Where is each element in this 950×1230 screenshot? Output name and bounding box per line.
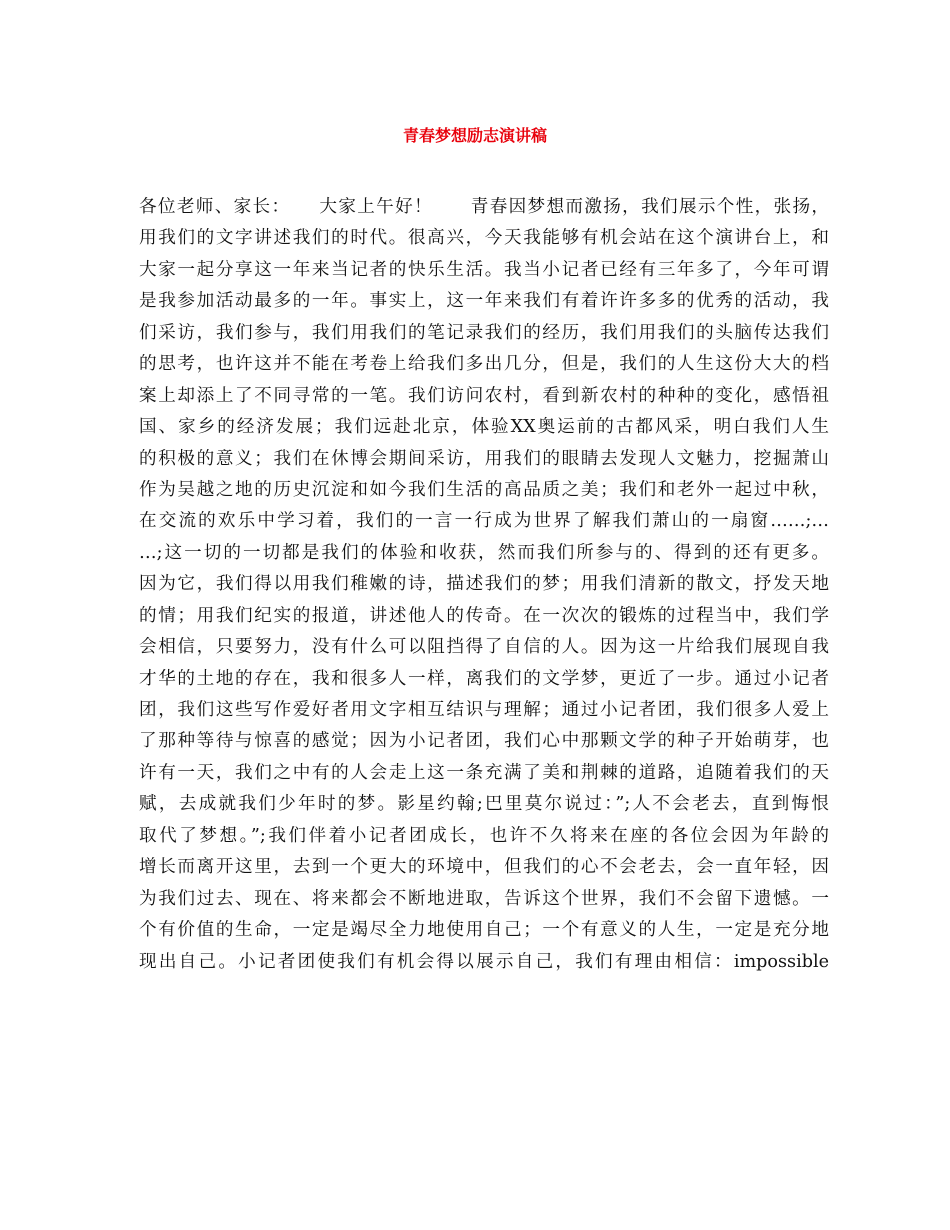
text-line: 取代了梦想。”;我们伴着小记者团成长，也许不久将来在座的各位会因为年龄的 — [139, 825, 829, 846]
text-line: …;这一切的一切都是我们的体验和收获，然而我们所参与的、得到的还有更多。 — [139, 542, 829, 563]
text-line: 的思考，也许这并不能在考卷上给我们多出几分，但是，我们的人生这份大大的档 — [139, 354, 829, 375]
speech-body — [139, 192, 829, 978]
text-line: 增长而离开这里，去到一个更大的环境中，但我们的心不会老去，会一直年轻，因 — [139, 857, 829, 878]
text-line: 因为它，我们得以用我们稚嫩的诗，描述我们的梦；用我们清新的散文，抒发天地 — [139, 574, 829, 595]
text-line: 了那种等待与惊喜的感觉；因为小记者团，我们心中那颗文学的种子开始萌芽，也 — [139, 731, 829, 752]
text-line: 为我们过去、现在、将来都会不断地进取，告诉这个世界，我们不会留下遗憾。一 — [139, 888, 829, 909]
text-line: 用我们的文字讲述我们的时代。很高兴，今天我能够有机会站在这个演讲台上，和 — [139, 228, 829, 249]
text-line: 个有价值的生命，一定是竭尽全力地使用自己；一个有意义的人生，一定是充分地 — [139, 920, 829, 941]
text-line: 团，我们这些写作爱好者用文字相互结识与理解；通过小记者团，我们很多人爱上 — [139, 700, 829, 720]
text-line: 才华的土地的存在，我和很多人一样，离我们的文学梦，更近了一步。通过小记者 — [139, 668, 829, 689]
text-line: 赋，去成就我们少年时的梦。影星约翰;巴里莫尔说过：”;人不会老去，直到悔恨 — [139, 794, 829, 815]
text-line: 许有一天，我们之中有的人会走上这一条充满了美和荆棘的道路，追随着我们的天 — [139, 762, 829, 783]
text-line: 在交流的欢乐中学习着，我们的一言一行成为世界了解我们萧山的一扇窗……;… — [139, 511, 829, 532]
text-line: 作为吴越之地的历史沉淀和如今我们生活的高品质之美；我们和老外一起过中秋， — [139, 479, 829, 500]
page-title: 青春梦想励志演讲稿 — [402, 126, 547, 145]
text-line: 会相信，只要努力，没有什么可以阻挡得了自信的人。因为这一片给我们展现自我 — [139, 637, 829, 658]
text-line: 的情；用我们纪实的报道，讲述他人的传奇。在一次次的锻炼的过程当中，我们学 — [139, 605, 829, 626]
text-line: 的积极的意义；我们在休博会期间采访，用我们的眼睛去发现人文魅力，挖掘萧山 — [139, 448, 829, 469]
text-line: 大家一起分享这一年来当记者的快乐生活。我当小记者已经有三年多了，今年可谓 — [139, 259, 829, 280]
text-line: 现出自己。小记者团使我们有机会得以展示自己，我们有理由相信：impossible — [139, 951, 829, 972]
text-line: 国、家乡的经济发展；我们远赴北京，体验XX奥运前的古都风采，明白我们人生 — [139, 417, 829, 438]
text-line: 案上却添上了不同寻常的一笔。我们访问农村，看到新农村的种种的变化，感悟祖 — [139, 385, 829, 406]
text-line: 各位老师、家长： 大家上午好！ 青春因梦想而激扬，我们展示个性，张扬， — [139, 197, 829, 217]
text-line: 是我参加活动最多的一年。事实上，这一年来我们有着许许多多的优秀的活动，我 — [139, 291, 829, 312]
text-line: 们采访，我们参与，我们用我们的笔记录我们的经历，我们用我们的头脑传达我们 — [139, 322, 829, 343]
